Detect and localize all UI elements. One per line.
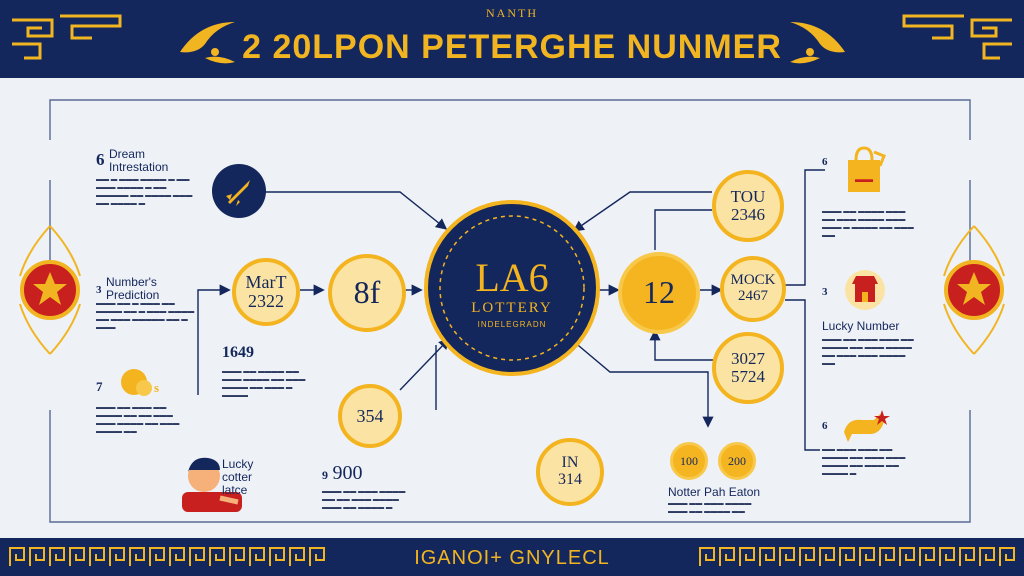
node-3027-value-1: 3027 [731, 349, 765, 369]
center-title: LA6 [475, 255, 549, 300]
notter-title: Notter Pah Eaton [668, 485, 761, 499]
svg-text:▬▬: ▬▬ [855, 174, 873, 184]
node-12-value: 12 [643, 274, 675, 311]
section-900-title: 900 [332, 462, 363, 484]
node-12 [618, 252, 700, 334]
dog-icon [838, 406, 892, 444]
node-3027-value-2: 5724 [731, 367, 765, 386]
center-subtitle: LOTTERY [471, 300, 553, 316]
node-mart [232, 258, 300, 326]
temple-icon [844, 266, 886, 312]
node-8f-value: 8f [353, 274, 381, 311]
node-in-314 [536, 438, 604, 506]
section-dream [96, 148, 226, 174]
header-subtitle: NANTH [486, 6, 538, 20]
footer-banner [0, 538, 1024, 576]
node-354 [338, 384, 402, 448]
section-1649 [222, 344, 254, 362]
coin-200-value: 200 [728, 453, 746, 468]
node-mock-label: MOCK [730, 272, 776, 289]
node-354-value: 354 [356, 405, 384, 426]
lantern-medallion-icon [8, 220, 92, 360]
coin-100-value: 100 [680, 453, 698, 468]
lucky-cotter-title: Lucky cotter latce [222, 457, 254, 497]
section-prediction-text: ▬▬▬ ▬▬ ▬ ▬▬▬ ▬▬ ▬▬▬▬ ▬▬ ▬ ▬▬▬ ▬▬▬▬ ▬▬ ▬▬▬ ▬▬▬▬▬ ▬▬ ▬ ▬▬▬ [96, 300, 195, 331]
section-dream-title: Dream Intrestation [108, 147, 169, 174]
coin-100 [670, 442, 708, 480]
section-lucky-number-title: Lucky Number [822, 319, 900, 333]
node-mart-label: MarT [245, 272, 287, 293]
section-lucky-number-text: ▬▬▬ ▬▬ ▬▬▬ ▬▬▬ ▬▬ ▬▬▬▬ ▬▬ ▬▬▬ ▬▬▬▬ ▬▬ ▬▬▬ ▬▬▬ ▬▬▬▬ ▬▬ [822, 336, 914, 367]
center-badge [424, 200, 600, 376]
footer-text: IGANOI+ GNYLECL [414, 547, 610, 569]
section-prediction [96, 276, 226, 302]
section-dog-number: 6 [822, 420, 828, 432]
node-8f [328, 254, 406, 332]
section-900-text: ▬▬▬ ▬▬ ▬▬▬ ▬▬▬▬ ▬▬ ▬▬ ▬▬▬ ▬▬▬▬ ▬▬▬ ▬▬ ▬▬▬▬ ▬ [322, 488, 406, 511]
section-prediction-number: 3 [96, 284, 102, 297]
coin-200 [718, 442, 756, 480]
lantern-medallion-icon [932, 220, 1016, 360]
section-900-number: 9 [322, 468, 328, 482]
node-mock-value: 2467 [738, 288, 768, 304]
notter-text: ▬▬▬ ▬▬ ▬▬▬ ▬▬▬▬ ▬▬▬ ▬▬ ▬▬▬▬ ▬▬ [668, 500, 752, 515]
node-in-value: 314 [558, 471, 582, 488]
page-title: 2 20LPON PETERGHE NUNMER [242, 28, 782, 66]
section-dream-text: ▬▬ ▬ ▬▬▬ ▬▬▬▬ ▬ ▬▬ ▬▬▬ ▬▬▬▬ ▬ ▬▬ ▬▬▬▬▬ ▬▬ ▬▬▬▬ ▬▬▬ ▬▬ ▬▬▬▬ ▬ [96, 176, 193, 207]
coins-symbol: s [154, 380, 160, 395]
gift-bag-icon [844, 144, 890, 196]
center-caption: INDELEGRADN [477, 320, 547, 329]
node-3027 [712, 332, 784, 404]
node-mart-value: 2322 [248, 291, 284, 311]
section-lucky-number-number: 3 [822, 286, 828, 298]
section-1649-number: 1649 [222, 344, 254, 361]
section-dog-text: ▬▬ ▬▬▬ ▬▬▬ ▬▬ ▬▬▬▬ ▬▬ ▬▬▬ ▬▬▬ ▬▬▬▬ ▬▬ ▬▬▬ ▬▬ ▬▬▬▬ ▬ [822, 446, 906, 477]
node-tou-label: TOU [730, 187, 766, 207]
node-tou [712, 170, 784, 242]
node-in-label: IN [561, 454, 579, 472]
section-900 [322, 462, 362, 485]
node-tou-value: 2346 [731, 205, 765, 224]
node-mock [720, 256, 786, 322]
section-1649-text: ▬▬▬ ▬▬ ▬▬▬▬ ▬▬ ▬▬▬ ▬▬▬▬ ▬▬ ▬▬▬ ▬▬▬▬ ▬▬ ▬▬▬ ▬ ▬▬▬▬ [222, 368, 306, 399]
section-prediction-title: Number's Prediction [105, 275, 160, 302]
section-coins-text: ▬▬▬ ▬▬ ▬▬▬ ▬▬ ▬▬▬▬ ▬▬ ▬▬ ▬▬▬ ▬▬▬ ▬▬▬▬ ▬▬ ▬▬▬ ▬▬▬▬ ▬▬ [96, 404, 180, 435]
section-top-text: ▬▬▬ ▬▬ ▬▬▬▬ ▬▬▬ ▬▬ ▬▬▬ ▬▬▬▬ ▬▬▬ ▬▬▬ ▬ ▬▬▬▬ ▬▬ ▬▬▬ ▬▬ [822, 208, 914, 239]
section-coins [96, 378, 103, 396]
section-dream-number: 6 [96, 150, 105, 170]
section-top-number: 6 [822, 156, 828, 168]
section-coins-number: 7 [96, 379, 103, 394]
